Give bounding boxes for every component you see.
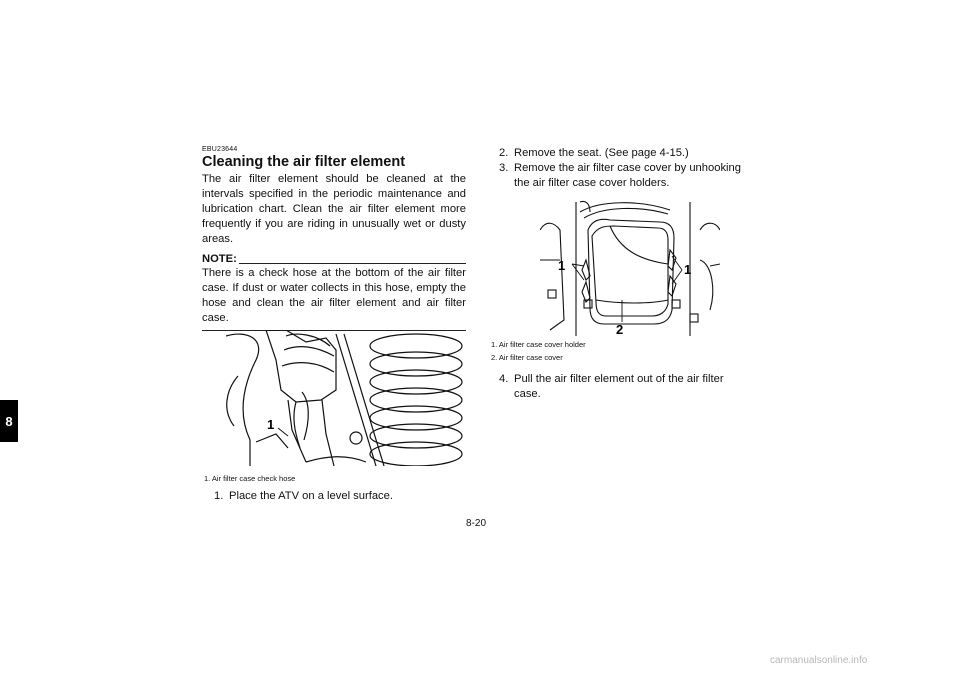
figure2-callout-1-left: 1 [558,258,566,273]
figure2-callout-2: 2 [616,322,624,337]
step-text: Pull the air filter element out of the air filter [514,373,724,385]
step-3 [499,161,749,191]
step-text: Remove the air filter case cover by unhooking [514,162,741,174]
step-text-continued: case. [514,388,541,400]
figure2-caption-2: 2. Air filter case cover [491,353,563,362]
figure1-callout: 1 [267,417,275,432]
note-header [202,253,466,266]
intro-paragraph: The air filter element should be cleaned at the intervals specified in the periodic maintenance and lubrication chart. Clean the air filter element more frequently if you are riding in unusually wet or dusty areas. [202,173,466,245]
step-number: 1. [214,490,224,502]
left-column [202,146,466,331]
figure1-caption: 1. Air filter case check hose [204,474,296,483]
step-text: Place the ATV on a level surface. [229,490,393,502]
step-1 [214,489,393,504]
step-text: Remove the seat. (See page 4-15.) [514,147,689,159]
note-label: NOTE: [202,253,237,265]
step-2 [499,146,689,161]
step-number: 3. [499,162,509,174]
figure2-callout-1-right: 1 [684,262,692,277]
watermark-text: carmanualsonline.info [770,655,868,666]
step-4 [499,372,744,402]
step-number: 2. [499,147,509,159]
note-rule [239,253,466,264]
figure2-caption-1: 1. Air filter case cover holder [491,340,586,349]
air-filter-case-illustration [540,200,720,337]
step-number: 4. [499,373,509,385]
section-code: EBU23644 [202,146,238,153]
check-hose-illustration [226,330,466,466]
page-number: 8-20 [466,518,487,529]
note-body: There is a check hose at the bottom of the air filter case. If dust or water collects in this hose, empty the hose and clean the air filter element and air filter case. [202,267,466,324]
chapter-tab: 8 [0,400,18,442]
step-text-continued: the air filter case cover holders. [514,177,670,189]
section-title: Cleaning the air filter element [202,154,406,170]
